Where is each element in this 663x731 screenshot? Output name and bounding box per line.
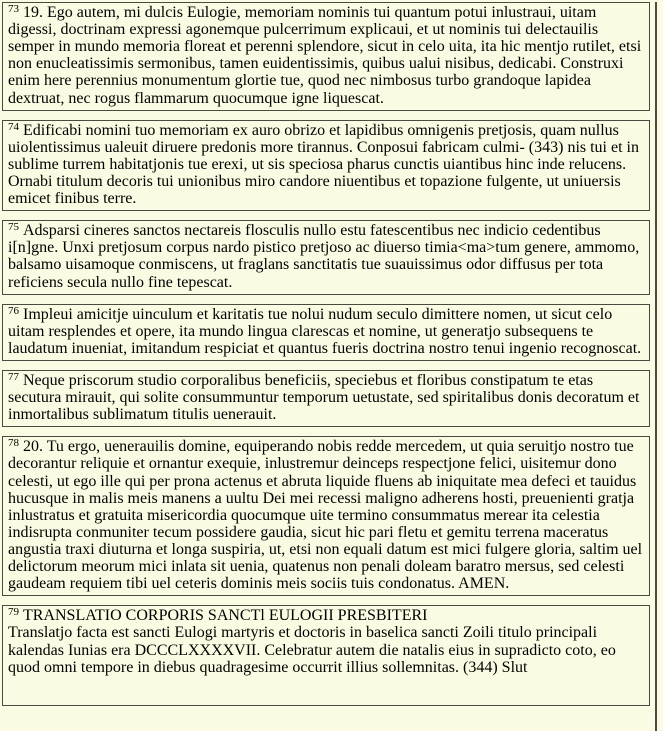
paragraph-number: 73	[8, 3, 19, 15]
paragraph	[8, 607, 645, 675]
paragraph	[8, 122, 645, 208]
paragraph	[8, 222, 645, 290]
paragraph-box	[2, 436, 650, 596]
paragraph	[8, 438, 645, 592]
text-column	[2, 2, 650, 706]
paragraph-number: 76	[8, 304, 19, 317]
outer-frame-line	[655, 2, 657, 731]
paragraph-box	[2, 370, 650, 427]
paragraph-text: Adsparsi cineres sanctos nectareis flosculis nullo estu fatescentibus nec indicio cedentibus i[n]gne. Unxi pretjosum corpus nardo pistico pretjoso ac diuerso timia<ma>tum genere, ammomo, balsamo uisamoque conmiscens, ut fraglans sanctitatis tue suauissimus odor diffusus per tota reficiens secula nullo fine tepescat.	[8, 222, 640, 291]
paragraph-text: Neque priscorum studio corporalibus beneficiis, speciebus et floribus constipatum te etas secutura mirauit, qui solite consummuntur temporum uetustate, sed spiritalibus donis decoratum et inmortalibus sublimatum titulis uenerauit.	[8, 371, 640, 424]
paragraph-text: 19. Ego autem, mi dulcis Eulogie, memoriam nominis tui quantum potui inlustraui, uitam digessi, doctrinam expressi agonemque pulcerrimum explicaui, et ut nominis tui delectauilis semper in mundo memoria floreat et perenni splendore, sicut in celo uita, ita hic mentjo rutilet, etsi non enucleatissimis sermonibus, tamen euidentissimis, quibus ualui nisibus, dedicabi. Construxi enim here perennius monumentum glortie tue, quod nec nimbosus turbo grandoque lapidea dextruat, nec rogus flammarum quocumque igne liquescat.	[8, 4, 642, 107]
paragraph-text: Translatjo facta est sancti Eulogi martyris et doctoris in baselica sancti Zoili titulo principali kalendas Iunias era DCCCLXXXXVII. Celebratur autem die natalis eius in supradicto coto, eo quod omni tempore in diebus quadragesime occurrit illius sollemnitas. (344) Slut	[8, 624, 616, 676]
paragraph-number: 78	[8, 437, 19, 450]
paragraph	[8, 4, 645, 107]
document-page	[0, 2, 663, 731]
paragraph	[8, 306, 645, 357]
paragraph-number: 77	[8, 370, 19, 383]
paragraph-text: Edificabi nomini tuo memoriam ex auro obrizo et lapidibus omnigenis pretjosis, quam nullus uiolentissimus ualeuit diruere predonis more tirannus. Conposui fabricam culmi- (343) nis tui et in sublime turrem habitatjonis tue erexi, ut sis speciosa pharus cunctis uiantibus hinc inde relucens. Ornabi titulum decoris tui unionibus miro candore niuentibus et topazione fulgente, ut uniuersis emicet finibus terre.	[8, 121, 639, 208]
paragraph-text: 20. Tu ergo, uenerauilis domine, equiperando nobis redde mercedem, ut quia seruitjo nostro tue decorantur reliquie et ornantur exequie, inlustremur deinceps respectjone felici, uisitemur dono celesti, ut ego ille qui per prona actenus et abruta liquide fluens ab iniquitate mea defeci et tauidus hucusque in malis meis manens a uultu Dei mei recessi maligno adherens hosti, preuenienti gratja inlustratus et gratuita misericordia quocumque uite termino consummatus merear ita celestia indisrupta conmuniter tecum possidere gaudia, sicut hic pari fletu et gemitu terrena maceratus angustia traxi diuturna et longa suspiria, ut, etsi non equali datum est mici fulgere gloria, saltim uel delictorum meorum mici inlata sit uenia, quatenus non penali doleam baratro mersus, sed celesti gaudeam requiem tibi uel ceteris dominis meis sociis tuis condonatus. AMEN.	[8, 438, 643, 593]
paragraph-number: 74	[8, 120, 19, 133]
paragraph-box	[2, 605, 650, 706]
paragraph-box	[2, 120, 650, 212]
paragraph	[8, 372, 645, 423]
paragraph-number: 79	[8, 606, 19, 619]
paragraph-box	[2, 220, 650, 294]
paragraph-text: Impleui amicitje uinculum et karitatis tue nolui nudum seculo dimittere nomen, ut sicut celo uitam resplendes et opere, ita mundo lingua clarescas et nomine, ut generatjo subsequens te laudatum inueniat, imitandum respiciat et quantus fueris doctrina nostro tenui ingenio recognoscat.	[8, 305, 642, 357]
paragraph-box	[2, 2, 650, 111]
paragraph-number: 75	[8, 221, 19, 234]
paragraph-box	[2, 304, 650, 361]
section-heading: TRANSLATIO CORPORIS SANCTl EULOGII PRESBITERI	[23, 607, 428, 625]
